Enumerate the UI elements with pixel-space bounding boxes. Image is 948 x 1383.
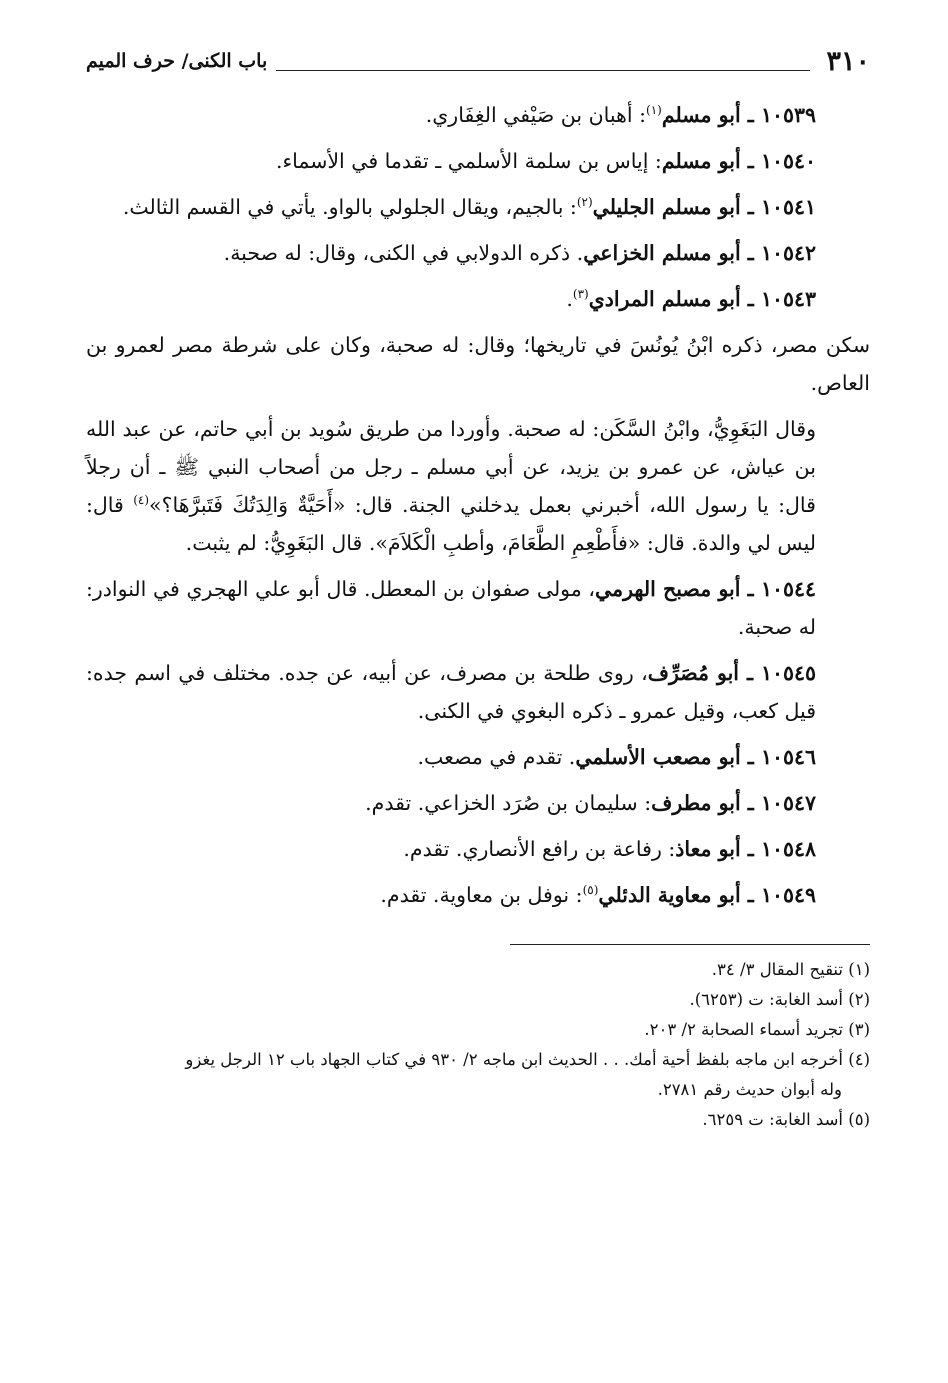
entry: ١٠٥٤٥ ـ أبو مُصَرِّف، روى طلحة بن مصرف، عن أبيه، عن جده. مختلف في اسم جده: قيل كعب، وقيل عمرو ـ ذكره البغوي في الكنى. [86, 661, 817, 723]
entry: ١٠٥٤٩ ـ أبو معاوية الدئلي$^{(٥)}$: نوفل بن معاوية. تقدم. [380, 883, 816, 907]
footnote: وله أبوان حديث رقم ٢٧٨١. [657, 1080, 842, 1099]
body-text [86, 96, 870, 914]
footnote: (٢) أسد الغابة: ت (٦٢٥٣). [689, 990, 870, 1009]
running-title: باب الكنى/ حرف الميم [86, 50, 268, 72]
footnote-rule [510, 944, 870, 945]
page-header [86, 40, 870, 86]
footnotes [86, 955, 870, 1135]
footnote: (٤) أخرجه ابن ماجه بلفظ أحية أمك. . . الحديث ابن ماجه ٢/ ٩٣٠ في كتاب الجهاد باب ١٢ الرجل يغزو [185, 1050, 870, 1069]
entry: ١٠٥٤٦ ـ أبو مصعب الأسلمي. تقدم في مصعب. [417, 745, 816, 769]
header-rule [276, 70, 810, 71]
footnote: (٥) أسد الغابة: ت ٦٢٥٩. [702, 1110, 870, 1129]
paragraph: سكن مصر، ذكره ابْنُ يُونُسَ في تاريخها؛ وقال: له صحبة، وكان على شرطة مصر لعمرو بن العاص. [86, 333, 870, 395]
paragraph: وقال البَغَوِيُّ، وابْنُ السَّكَن: له صحبة. وأوردا من طريق سُويد بن أبي حاتم، عن عبد الله بن عياش، عن عمرو بن يزيد، عن أبي مسلم ـ رجل من أصحاب النبي ﷺ ـ أن رجلاً قال: يا رسول الله، أخبرني بعمل يدخلني الجنة. قال: «أَحَيَّةٌ وَالِدَتُكَ فَتَبرَّهَا؟»$^{(٤)}$ قال: ليس لي والدة. قال: «فأَطْعِمِ الطَّعَامَ، وأطبِ الْكَلاَمَ». قال البَغَوِيُّ: لم يثبت. [86, 417, 816, 555]
entry: ١٠٥٤١ ـ أبو مسلم الجليلي$^{(٢)}$: بالجيم، ويقال الجلولي بالواو. يأتي في القسم الثالث. [122, 195, 816, 219]
entry: ١٠٥٤٤ ـ أبو مصبح الهرمي، مولى صفوان بن المعطل. قال أبو علي الهجري في النوادر: له صحبة. [86, 577, 816, 639]
entry: ١٠٥٤٣ ـ أبو مسلم المرادي$^{(٣)}$. [566, 287, 816, 311]
entry: ١٠٥٤٢ ـ أبو مسلم الخزاعي. ذكره الدولابي في الكنى، وقال: له صحبة. [223, 241, 816, 265]
page [86, 40, 870, 1383]
entry: ١٠٥٤٨ ـ أبو معاذ: رفاعة بن رافع الأنصاري. تقدم. [403, 837, 816, 861]
footnote: (٣) تجريد أسماء الصحابة ٢/ ٢٠٣. [644, 1020, 870, 1039]
entry: ١٠٥٤٧ ـ أبو مطرف: سليمان بن صُرَد الخزاعي. تقدم. [365, 791, 816, 815]
page-number: ٣١٠ [826, 46, 870, 77]
entry: ١٠٥٤٠ ـ أبو مسلم: إياس بن سلمة الأسلمي ـ تقدما في الأسماء. [275, 149, 816, 173]
footnote: (١) تنقيح المقال ٣/ ٣٤. [711, 960, 870, 979]
entry: ١٠٥٣٩ ـ أبو مسلم$^{(١)}$: أهبان بن صَيْفي الغِفَاري. [425, 103, 816, 127]
